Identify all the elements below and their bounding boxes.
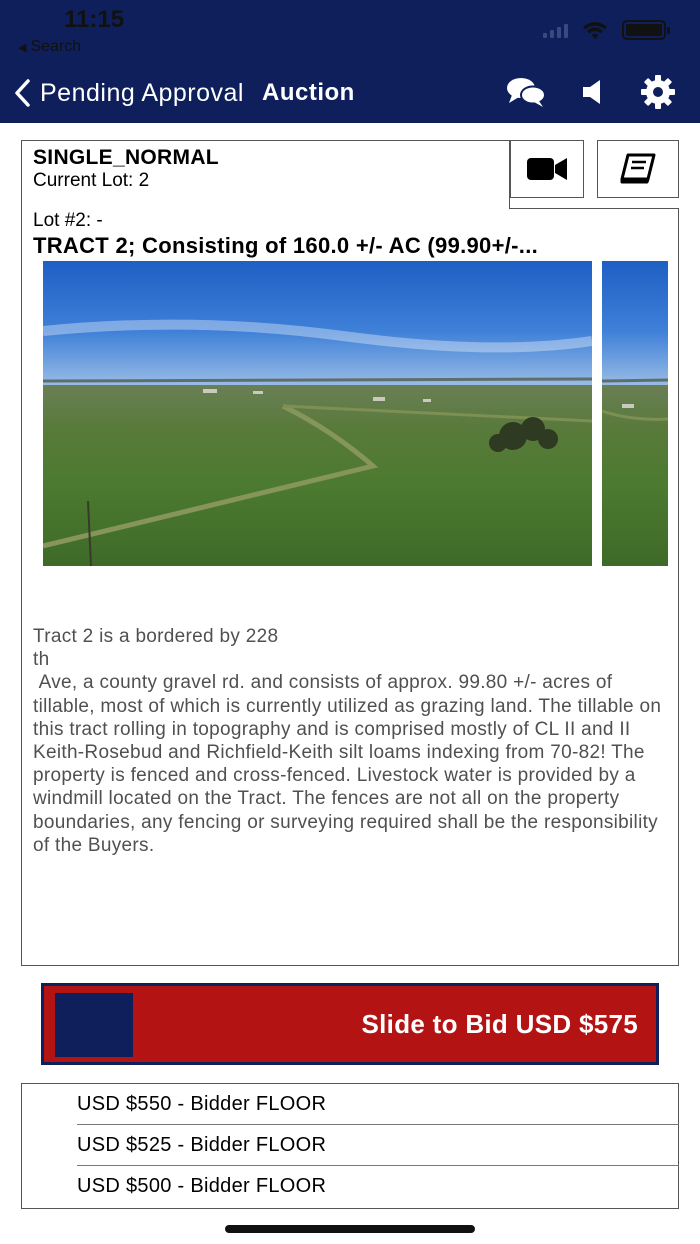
back-button-label: Pending Approval [40,78,244,107]
back-triangle-icon: ◀ [18,42,27,54]
catalog-button[interactable] [597,140,679,198]
navigation-bar [0,66,700,120]
status-back-label: Search [30,38,82,55]
page-title: Auction [261,79,355,106]
nav-actions [506,74,678,110]
status-icons [543,20,666,40]
slide-to-bid[interactable] [41,983,659,1065]
slide-to-bid-thumb[interactable] [55,993,133,1057]
settings-button[interactable] [638,74,678,110]
bid-history [21,1083,679,1209]
lot-tools [509,140,679,209]
chat-icon [506,76,546,108]
chevron-left-icon [12,78,32,108]
status-back-to-app[interactable] [18,38,81,56]
settings-icon [640,74,676,110]
sale-type: SINGLE_NORMAL [33,146,219,169]
bid-history-row: USD $525 - Bidder FLOOR [77,1125,679,1166]
bid-history-row: USD $550 - Bidder FLOOR [77,1084,679,1125]
chat-button[interactable] [506,74,546,110]
top-bar [0,0,700,123]
home-indicator[interactable] [225,1225,475,1233]
lot-title: TRACT 2; Consisting of 160.0 +/- AC (99.90+/-... [33,233,539,258]
slide-to-bid-label: Slide to Bid USD $575 [361,1009,638,1039]
lot-number: Lot #2: - [33,210,103,231]
video-icon [526,156,568,182]
status-time: 11:15 [64,6,125,33]
lot-description: Tract 2 is a bordered by 228 th Ave, a county gravel rd. and consists of approx. 99.80 +/- acres of tillable, most of which is currently utilized as grazing land. The tillable on this tract rolling in topography and is comprised mostly of CL II and II Keith-Rosebud and Richfield-Keith silt loams indexing from 70-82! The property is fenced and cross-fenced. Livestock water is provided by a windmill located on the Tract. The fences are not all on the property boundaries, any fencing or surveying required shall be the responsibility of the Buyers. [33,626,662,856]
lot-photo[interactable] [43,261,592,566]
next-lot-photo[interactable] [602,261,668,566]
back-button[interactable] [12,78,244,108]
cellular-signal-icon [543,22,568,38]
bid-history-row: USD $500 - Bidder FLOOR [77,1175,327,1197]
announce-icon [581,78,603,106]
catalog-book-icon [619,153,657,185]
current-lot: Current Lot: 2 [33,170,150,191]
wifi-icon [582,20,608,40]
video-button[interactable] [510,140,584,198]
announce-button[interactable] [572,74,612,110]
lot-card [21,140,679,966]
battery-icon [622,20,666,40]
